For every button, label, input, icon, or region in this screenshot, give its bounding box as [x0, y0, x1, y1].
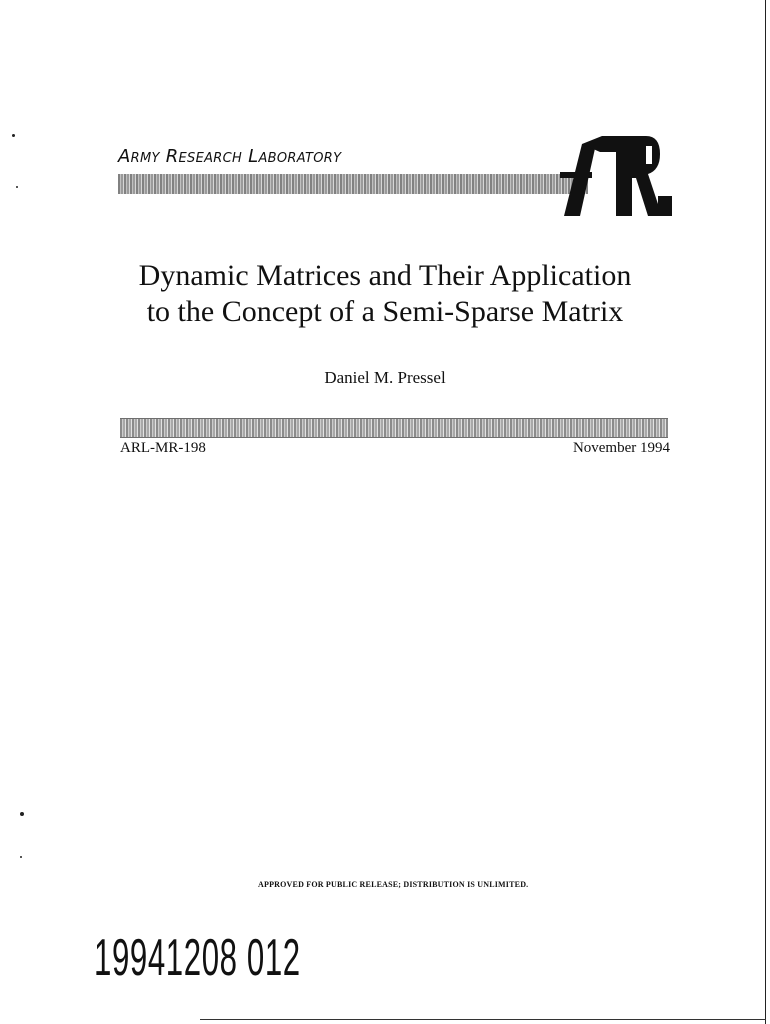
report-date: November 1994: [572, 440, 670, 456]
title-line-1: Dynamic Matrices and Their Application: [138, 259, 632, 292]
scan-speck: [12, 134, 15, 137]
lab-name: Army Research Laboratory: [118, 146, 342, 167]
report-info-bar: [120, 418, 668, 438]
accession-number: 19941208 012: [94, 929, 301, 987]
author-name: Daniel M. Pressel: [324, 368, 446, 387]
arl-logo: [560, 136, 672, 216]
scan-speck: [16, 186, 18, 188]
lab-header-bar: [118, 174, 588, 194]
scan-speck: [20, 856, 22, 858]
page-edge-right: [765, 0, 766, 1024]
title-line-2: to the Concept of a Semi-Sparse Matrix: [146, 295, 624, 328]
release-statement: APPROVED FOR PUBLIC RELEASE; DISTRIBUTION IS UNLIMITED.: [258, 880, 529, 889]
page-edge-bottom: [200, 1019, 766, 1020]
report-number: ARL-MR-198: [120, 440, 206, 456]
document-title: [100, 258, 670, 330]
scan-speck: [20, 812, 24, 816]
